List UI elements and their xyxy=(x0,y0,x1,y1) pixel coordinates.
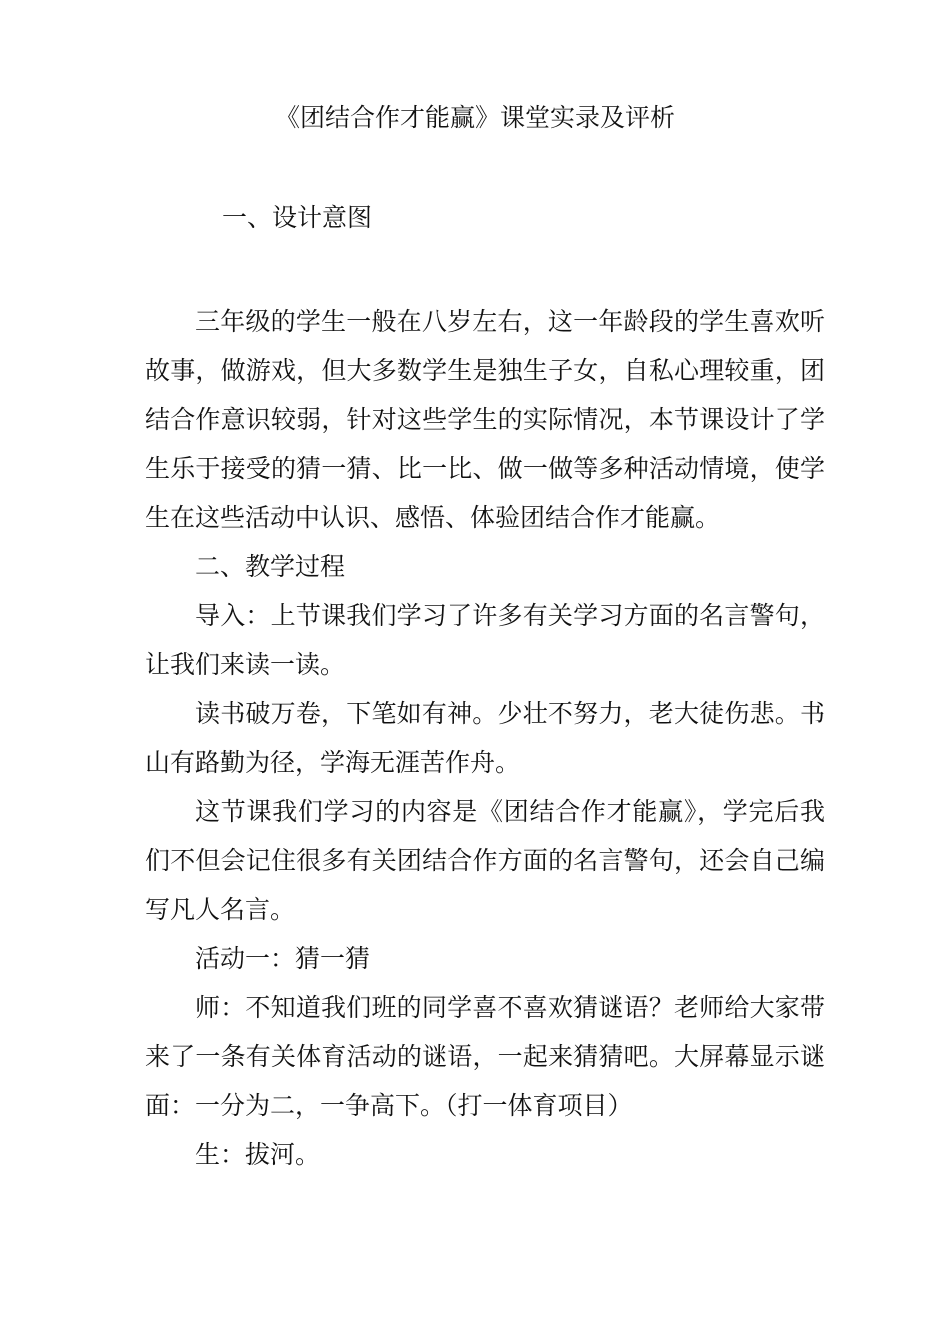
paragraph-student-answer: 生：拔河。 xyxy=(195,1140,321,1169)
paragraph-quotes: 读书破万卷，下笔如有神。少壮不努力，老大徒伤悲。书山有路勤为径，学海无涯苦作舟。 xyxy=(145,699,825,777)
paragraph-lesson-content: 这节课我们学习的内容是《团结合作才能赢》，学完后我们不但会记住很多有关团结合作方面的名言警句，还会自己编写凡人名言。 xyxy=(145,797,825,924)
paragraph-teacher-riddle: 师：不知道我们班的同学喜不喜欢猜谜语？老师给大家带来了一条有关体育活动的谜语，一起来猜猜吧。大屏幕显示谜面：一分为二，一争高下。（打一体育项目） xyxy=(145,993,825,1120)
section-heading-design-intent: 一、设计意图 xyxy=(222,203,373,232)
activity-heading-guess: 活动一：猜一猜 xyxy=(195,944,371,973)
document-title: 《团结合作才能赢》课堂实录及评析 xyxy=(274,103,675,132)
paragraph-design-intent: 三年级的学生一般在八岁左右，这一年龄段的学生喜欢听故事，做游戏，但大多数学生是独生子女，自私心理较重，团结合作意识较弱，针对这些学生的实际情况，本节课设计了学生乐于接受的猜一猜、比一比、做一做等多种活动情境，使学生在这些活动中认识、感悟、体验团结合作才能赢。 xyxy=(145,307,825,532)
document-body xyxy=(145,297,825,1179)
section-heading-teaching-process: 二、教学过程 xyxy=(195,552,346,581)
paragraph-introduction: 导入：上节课我们学习了许多有关学习方面的名言警句，让我们来读一读。 xyxy=(145,601,825,679)
